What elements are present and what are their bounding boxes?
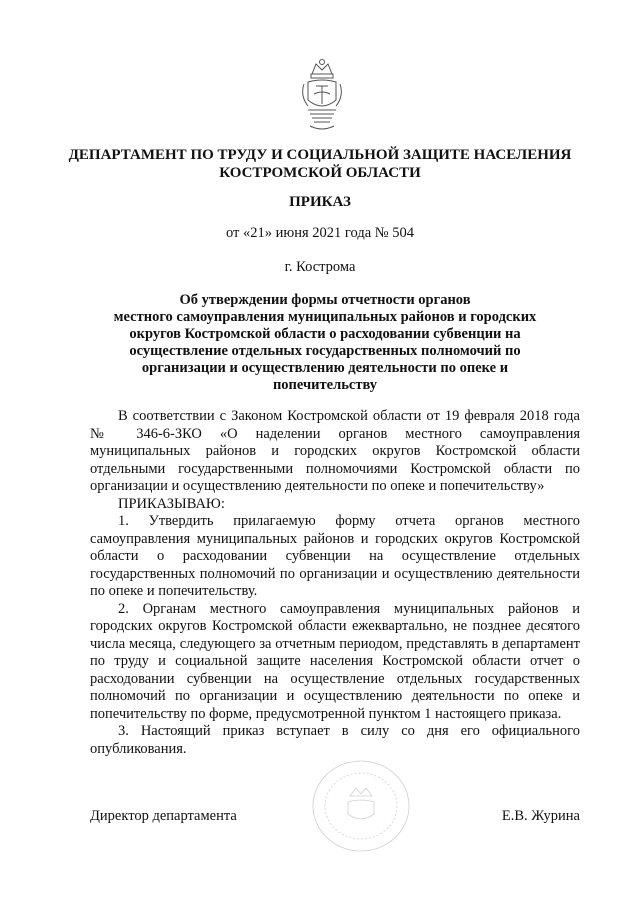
document-body (90, 408, 580, 758)
signature-name: Е.В. Журина (501, 808, 580, 824)
department-line-2: КОСТРОМСКОЙ ОБЛАСТИ (219, 165, 421, 181)
document-subject (110, 292, 540, 394)
subject-line: Об утверждении формы отчетности органов (179, 292, 471, 308)
subject-line: попечительству (272, 377, 378, 393)
subject-line: округов Костромской области о расходовании субвенции на (129, 326, 521, 342)
department-line-1: ДЕПАРТАМЕНТ ПО ТРУДУ И СОЦИАЛЬНОЙ ЗАЩИТЕ НАСЕЛЕНИЯ (68, 147, 572, 163)
document-date: от «21» июня 2021 года № 504 (226, 225, 414, 241)
official-stamp-icon (306, 756, 416, 856)
document-city: г. Кострома (284, 259, 356, 275)
order-item-1: 1. Утвердить прилагаемую форму отчета органов местного самоуправления муниципальных районов и городских округов Костромской области о расходовании субвенции на осуществление отдельных государственных полномочий по организации и осуществлению деятельности по опеке и попечительству. (90, 513, 580, 599)
order-item-3: 3. Настоящий приказ вступает в силу со дня его официального опубликования. (90, 723, 580, 757)
subject-line: осуществление отдельных государственных полномочий по (129, 343, 521, 359)
document-type: ПРИКАЗ (289, 194, 351, 210)
signature-position: Директор департамента (90, 808, 237, 824)
department-name (60, 146, 580, 182)
subject-line: организации и осуществлению деятельности по опеке и (141, 360, 509, 376)
preamble-paragraph: В соответствии с Законом Костромской области от 19 февраля 2018 года № 346-6-ЗКО «О наделении органов местного самоуправления муниципальных районов и городских округов Костромской области отдельными государственными полномочиями Костромской области по организации и осуществлению деятельности по опеке и попечительству» (90, 408, 580, 494)
order-item-2: 2. Органам местного самоуправления муниципальных районов и городских округов Костромской области ежеквартально, не позднее десятого числа месяца, следующего за отчетным периодом, представлять в департамент по труду и социальной защите населения Костромской области отчет о расходовании субвенции на осуществление отдельных государственных полномочий по организации и осуществлению деятельности по опеке и попечительству по форме, предусмотренной пунктом 1 настоящего приказа. (90, 600, 580, 722)
coat-of-arms-icon (298, 56, 346, 134)
subject-line: местного самоуправления муниципальных районов и городских (113, 309, 537, 325)
order-word: ПРИКАЗЫВАЮ: (118, 495, 225, 512)
